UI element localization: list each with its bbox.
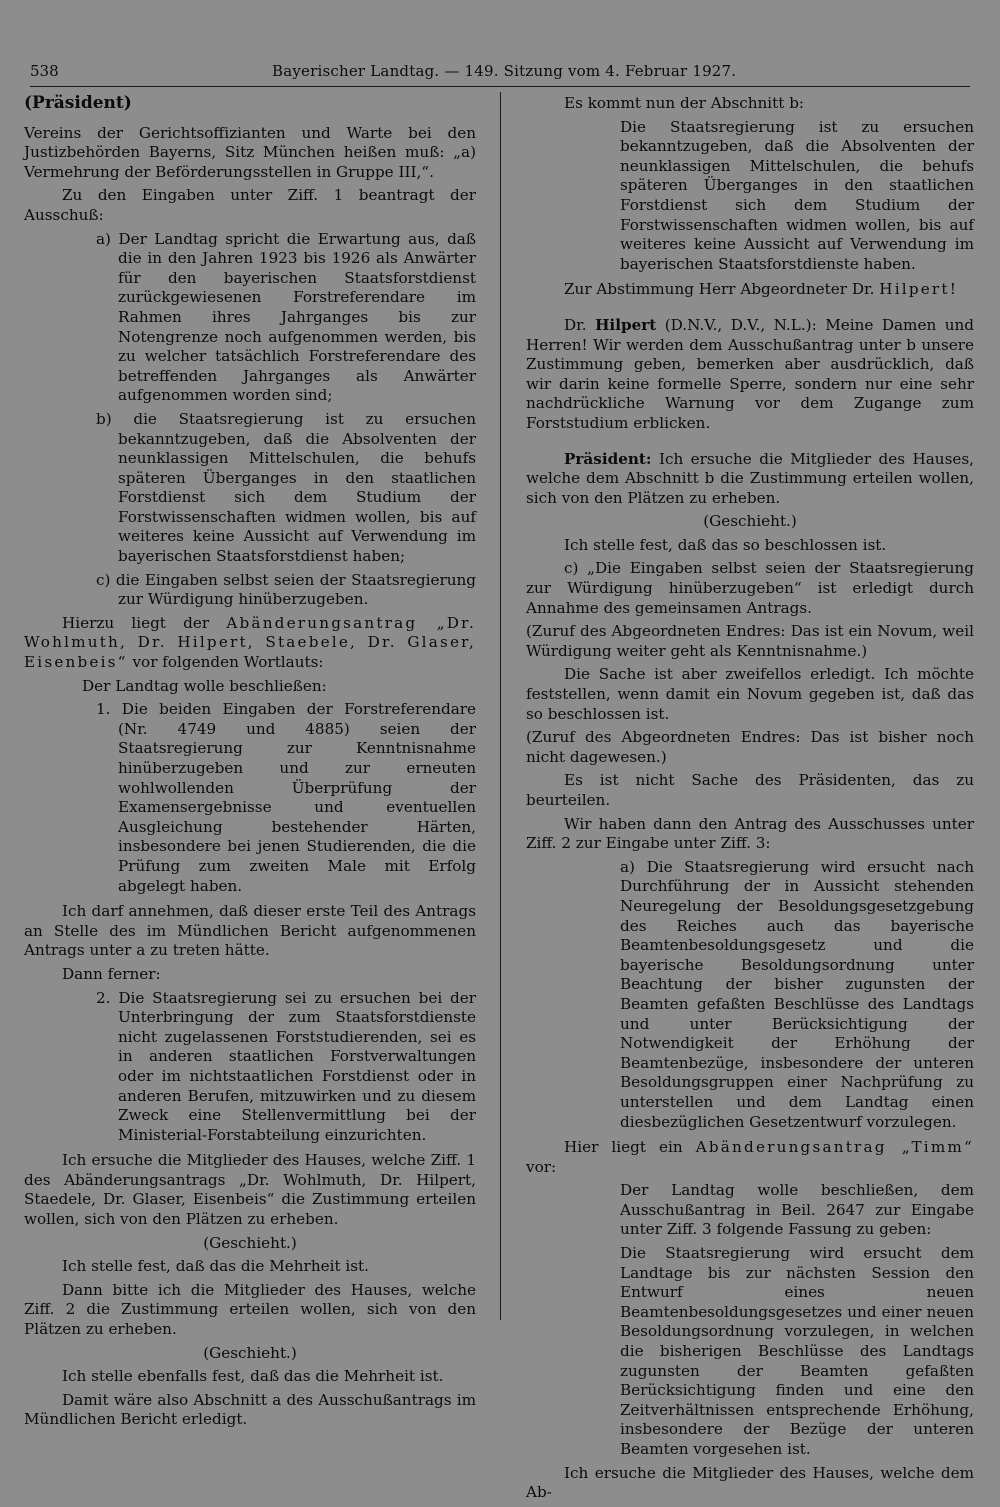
paragraph: c) „Die Eingaben selbst seien der Staatsregierung zur Würdigung hinüberzugeben“ ist erledigt durch Annahme des gemeinsamen Antrags. xyxy=(526,559,974,617)
quoted-motion: a) Die Staatsregierung wird ersucht nach Durchführung der in Aussicht stehenden Neuregelung der Besoldungsgesetzgebung des Reiches auch das bayerische Beamtenbesoldungsgesetz und die bayerische Besoldungsordnung unter Beachtung der bisher zugunsten der Beamten gefaßten Beschlüsse des Landtags und unter Berücksichtigung der Notwendigkeit der Erhöhung der Beamtenbezüge, insbesondere der unteren Besoldungsgruppen einer Nachprüfung zu unterstellen und dem Landtag einen diesbezüglichen Gesetzentwurf vorzulegen. xyxy=(620,857,974,1131)
numbered-item-1: 1. Die beiden Eingaben der Forstreferendare (Nr. 4749 und 4885) seien der Staatsregierung zur Kenntnisnahme hinüberzugeben und zur erneuten wohlwollenden Überprüfung der Examensergebnisse und eventuellen Ausgleichung bestehender Härten, insbesondere bei jenen Studierenden, die die Prüfung zum zweiten Male mit Erfolg abgelegt haben. xyxy=(96,700,476,895)
motion-item-a: a) Der Landtag spricht die Erwartung aus, daß die in den Jahren 1923 bis 1926 als Anwärter für den bayerischen Staatsforstdienst zurückgewiesenen Forstreferendare im Rahmen ihres Jahrganges bis zur Notengrenze noch aufgenommen werden, bis zu welcher tatsächlich Forstreferendare des betreffenden Jahrganges als Anwärter aufgenommen worden sind; xyxy=(96,229,476,405)
spaced-name: „Timm“ xyxy=(886,1138,974,1157)
quoted-motion: Der Landtag wolle beschließen, dem Ausschußantrag in Beil. 2647 zur Eingabe unter Ziff. 3 folgende Fassung zu geben: xyxy=(620,1181,974,1239)
paragraph: Ich stelle ebenfalls fest, daß das die Mehrheit ist. xyxy=(62,1367,444,1386)
speaker-name: Hilpert xyxy=(595,315,657,334)
left-column xyxy=(24,94,476,1434)
paragraph: Es kommt nun der Abschnitt b: xyxy=(564,94,805,112)
quoted-motion: Die Staatsregierung wird ersucht dem Landtage bis zur nächsten Session den Entwurf eines neuen Beamtenbesoldungsgesetzes und einer neuen Besoldungsordnung vorzulegen, in welchen die bisherigen Beschlüsse des Landtags zugunsten der Beamten gefaßten Berücksichtigung finden und eine den Zeitverhältnissen entsprechende Erhöhung, insbesondere der Bezüge der unteren Beamten vorgesehen ist. xyxy=(620,1244,974,1458)
paragraph: Wir haben dann den Antrag des Ausschusses unter Ziff. 2 zur Eingabe unter Ziff. 3: xyxy=(526,814,974,853)
speaker-label: Präsident: xyxy=(564,449,652,468)
paragraph xyxy=(24,614,476,673)
header-rule xyxy=(30,86,970,87)
motion-item-c: c) die Eingaben selbst seien der Staatsregierung zur Würdigung hinüberzugeben. xyxy=(96,570,476,609)
speaker-name: Hilpert! xyxy=(879,280,959,299)
paragraph: Dann ferner: xyxy=(62,964,161,983)
text: (D.N.V., D.V., N.L.): Meine Damen und Herren! Wir werden dem Ausschußantrag unter b unsere Zustimmung geben, bemerken aber ausdrücklich, daß wir darin keine formelle Sperre, sondern nur eine sehr nachdrückliche Warnung vor dem Zugange zum Forststudium erblicken. xyxy=(526,315,974,432)
quoted-motion: Die Staatsregierung ist zu ersuchen bekanntzugeben, daß die Absolventen der neunklassigen Mittelschulen, die behufs späteren Überganges in den staatlichen Forstdienst sich dem Studium der Forstwissenschaften widmen wollen, bis auf weiteres keine Aussicht auf Verwendung im bayerischen Staatsforstdienste haben. xyxy=(620,117,974,273)
motion-item-b: b) die Staatsregierung ist zu ersuchen bekanntzugeben, daß die Absolventen der neunklassigen Mittelschulen, die behufs späteren Überganges in den staatlichen Forstdienst sich dem Studium der Forstwissenschaften widmen wollen, bis auf weiteres keine Aussicht auf Verwendung im bayerischen Staatsforstdienst haben; xyxy=(96,409,476,566)
text: Zur Abstimmung Herr Abgeordneter Dr. xyxy=(564,280,880,299)
paragraph: Ich darf annehmen, daß dieser erste Teil des Antrags an Stelle des im Mündlichen Bericht aufgenommenen Antrags unter a zu treten hätte. xyxy=(24,902,476,960)
numbered-item-2: 2. Die Staatsregierung sei zu ersuchen bei der Unterbringung der zum Staatsforstdienste nicht zugelassenen Forststudierenden, sei es in anderen staatlichen Forstverwaltungen oder im nichtstaatlichen Forstdienst oder in anderen Berufen, mitzuwirken und zu diesem Zweck eine Stellenvermittlung bei der Ministerial-Forstabteilung einzurichten. xyxy=(96,988,476,1144)
spaced-term: Abänderungsantrag xyxy=(695,1138,887,1157)
text: Ich ersuche die Mitglieder des Hauses, welche dem Abschnitt b die Zustimmung erteilen wollen, sich von den Plätzen zu erheben. xyxy=(526,449,974,507)
paragraph xyxy=(526,1138,974,1177)
paragraph: Ich ersuche die Mitglieder des Hauses, welche dem Ab- xyxy=(526,1463,974,1502)
text: vor folgenden Wortlauts: xyxy=(127,653,324,672)
paragraph: Ich ersuche die Mitglieder des Hauses, welche Ziff. 1 des Abänderungsantrags „Dr. Wohlmuth, Dr. Hilpert, Staedele, Dr. Glaser, Eisenbeis“ die Zustimmung erteilen wollen, sich von den Plätzen zu erheben. xyxy=(24,1151,476,1229)
spaced-term: Abänderungsantrag xyxy=(226,613,418,632)
interjection: (Zuruf des Abgeordneten Endres: Das ist ein Novum, weil Würdigung weiter geht als Kenntnisnahme.) xyxy=(526,622,974,660)
page-header xyxy=(30,56,970,86)
stage-direction: (Geschieht.) xyxy=(203,1233,297,1252)
stage-direction: (Geschieht.) xyxy=(703,512,797,531)
text: vor: xyxy=(526,1157,557,1176)
page-number: 538 xyxy=(30,62,59,80)
paragraph: Es ist nicht Sache des Präsidenten, das zu beurteilen. xyxy=(526,771,974,809)
paragraph: Zu den Eingaben unter Ziff. 1 beantragt der Ausschuß: xyxy=(24,186,476,224)
text: Hier liegt ein xyxy=(564,1138,696,1157)
paragraph: Vereins der Gerichtsoffizianten und Warte bei den Justizbehörden Bayerns, Sitz München heißen muß: „a) Vermehrung der Beförderungsstellen in Gruppe III,“. xyxy=(24,123,476,181)
speaker-label: (Präsident) xyxy=(24,93,132,113)
speech xyxy=(526,450,974,509)
paragraph: Ich stelle fest, daß das die Mehrheit ist. xyxy=(62,1257,369,1276)
text: Hierzu liegt der xyxy=(62,613,227,632)
spaced-names: „Dr. Wohlmuth, Dr. Hilpert, Staebele, Dr. Glaser, Eisenbeis“ xyxy=(24,613,476,672)
interjection: (Zuruf des Abgeordneten Endres: Das ist bisher noch nicht dagewesen.) xyxy=(526,728,974,766)
running-title: Bayerischer Landtag. — 149. Sitzung vom 4. Februar 1927. xyxy=(272,62,737,80)
speech xyxy=(526,316,974,434)
stage-direction: (Geschieht.) xyxy=(203,1343,297,1362)
paragraph: Die Sache ist aber zweifellos erledigt. Ich möchte feststellen, wenn damit ein Novum gegeben ist, daß das so beschlossen ist. xyxy=(526,665,974,723)
paragraph: Damit wäre also Abschnitt a des Ausschußantrags im Mündlichen Bericht erledigt. xyxy=(24,1390,476,1429)
paragraph: Ich stelle fest, daß das so beschlossen ist. xyxy=(564,535,887,554)
right-column xyxy=(526,94,974,1507)
text: Dr. xyxy=(564,315,596,334)
column-divider xyxy=(500,92,501,1320)
paragraph xyxy=(526,280,974,300)
paragraph: Der Landtag wolle beschließen: xyxy=(82,676,327,695)
paragraph: Dann bitte ich die Mitglieder des Hauses, welche Ziff. 2 die Zustimmung erteilen wollen, sich von den Plätzen zu erheben. xyxy=(24,1280,476,1339)
